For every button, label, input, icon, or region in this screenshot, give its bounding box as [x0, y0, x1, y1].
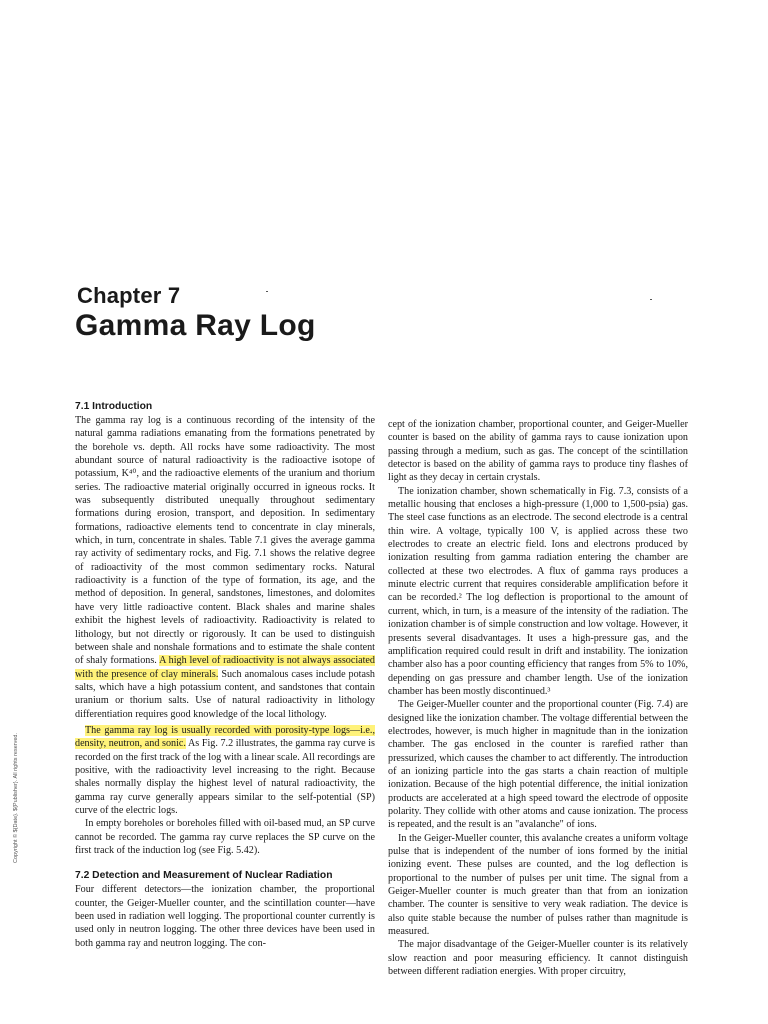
- paragraph: The gamma ray log is a continuous recording of the intensity of the natural gamma radiations emanating from the formations penetrated by the borehole vs. depth. All rocks have some radioactivity. The most abundant source of natural radioactivity is the radioactive isotope of potassium, K⁴⁰, and the radioactive elements of the uranium and thorium series. The radioactive material originally occurred in igneous rocks. It was subsequently distributed unequally throughout sedimentary formations during erosion, transport, and deposition. In sedimentary formations, radioactive elements tend to concentrate in clay minerals, which, in turn, concentrate in shales. Table 7.1 gives the average gamma ray activity of sedimentary rocks, and Fig. 7.1 shows the relative degree of radioactivity of the most common sedimentary rocks. Natural radioactivity is a function of the type of formation, its age, and the method of deposition. In general, sandstones, limestones, and dolomites have very little radioactive content. Black shales and marine shales exhibit the highest levels of radioactivity. Radioactivity is related to lithology, but not directly or rigorously. It can be used to distinguish between shale and nonshale formations and to estimate the shale content of shaly formations. A high level of radioactivity is not always associated with the presence of clay minerals. Such anomalous cases include potash salts, which have a high potassium content, and sandstones that contain uranium or thorium salts. Use of natural radioactivity in lithology differentiation requires good knowledge of the local lithology.: [75, 415, 375, 720]
- paragraph: Four different detectors—the ionization chamber, the proportional counter, the Geiger-Mueller counter, and the scintillation counter—have been used in radiation well logging. The proportional counter currently is used only in neutron logging. The other three devices have been used in both gamma ray and neutron logging. The con-: [75, 884, 375, 949]
- stray-mark: [650, 299, 652, 300]
- paragraph: The Geiger-Mueller counter and the proportional counter (Fig. 7.4) are designed like the ionization chamber. The voltage differential between the electrodes, however, is much higher in magnitude than in the ionization chamber. The gas enclosed in the counter is rarefied rather than pressurized, which causes the chamber to act differently. The introduction of an ionizing particle into the gas starts a chain reaction of multiple ionization. Because of the high potential difference, the initial ionization products are accelerated at a high speed toward the electrode of opposite polarity. They collide with other atoms and cause ionization. The process is repeated, and the result is an "avalanche" of ions.: [388, 699, 688, 831]
- highlight: A high level of radioactivity is not always associated with the presence of clay minerals.: [75, 655, 375, 680]
- right-column: [388, 418, 688, 978]
- left-column: [75, 398, 375, 950]
- chapter-title: Gamma Ray Log: [75, 309, 316, 342]
- section-heading: 7.1 Introduction: [75, 401, 153, 412]
- highlight: The gamma ray log is usually recorded with porosity-type logs—i.e., density, neutron, and sonic.: [75, 724, 375, 750]
- stray-mark: [266, 291, 268, 292]
- paragraph: cept of the ionization chamber, proportional counter, and Geiger-Mueller counter is based on the ability of gamma rays to cause ionization upon passing through a medium, such as gas. The concept of the scintillation detector is based on the ability of gamma rays to produce tiny flashes of light as they decay in certain crystals.: [388, 419, 688, 484]
- paragraph: The gamma ray log is usually recorded with porosity-type logs—i.e., density, neutron, and sonic. As Fig. 7.2 illustrates, the gamma ray curve is recorded on the first track of the log with a linear scale. All recordings are positive, with the radioactivity level increasing to the right. Because shales normally display the highest level of natural radioactivity, the gamma ray curve generally appears similar to the self-potential (SP) curve of the electric logs.: [75, 724, 375, 816]
- copyright-notice: Copyright © ${Date}. ${Publisher}. All rights reserved.: [13, 733, 19, 864]
- paragraph: The major disadvantage of the Geiger-Mueller counter is its relatively slow reaction and poor measuring efficiency. It cannot distinguish between different radiation energies. With proper circuitry,: [388, 939, 688, 978]
- paragraph: In the Geiger-Mueller counter, this avalanche creates a uniform voltage pulse that is independent of the number of ions formed by the initial ionizing event. These pulses are counted, and the log deflection is proportional to the number of pulses per unit time. The signal from a Geiger-Mueller counter is much greater than that from an ionization chamber. The counter is sensitive to very weak radiation. The device is also quite stable because the number of pulses rather than magnitude is measured.: [388, 832, 688, 938]
- paragraph: The ionization chamber, shown schematically in Fig. 7.3, consists of a metallic housing that encloses a high-pressure (1,000 to 1,500-psia) gas. The steel case functions as an electrode. The second electrode is a central thin wire. A voltage, typically 100 V, is applied across these two electrodes to create an electric field. Ions and electrons produced by ionization resulting from gamma radiation entering the chamber are collected at these two electrodes. A flux of gamma rays produces a minute electric current that requires considerable amplification before it can be recorded.² The log deflection is proportional to the amount of current, which, in turn, is a measure of the intensity of the radiation. The ionization chamber is of simple construction and low voltage. However, it presents several disadvantages. It uses a high-pressure gas, and the amplification required could result in drift and instability. The ionization chamber also has a poor counting efficiency that ranges from 5% to 10%, depending on gas pressure and chamber length. Use of the ionization chamber has been mostly discontinued.³: [388, 485, 688, 697]
- section-heading: 7.2 Detection and Measurement of Nuclear Radiation: [75, 870, 333, 882]
- chapter-label: Chapter 7: [77, 283, 181, 308]
- paragraph: In empty boreholes or boreholes filled with oil-based mud, an SP curve cannot be recorded. The gamma ray curve replaces the SP curve on the first track of the induction log (see Fig. 5.42).: [75, 818, 375, 856]
